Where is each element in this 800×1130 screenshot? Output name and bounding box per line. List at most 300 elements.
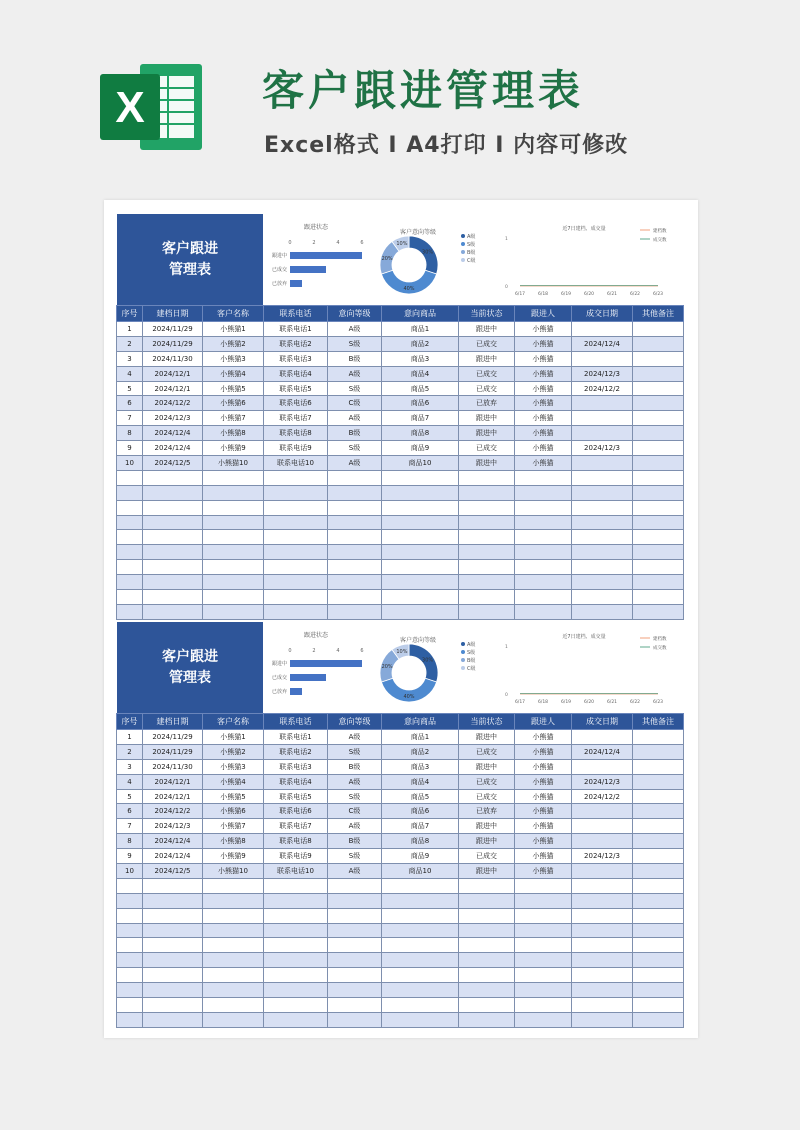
table-cell[interactable]: 小熊猫 bbox=[515, 849, 572, 864]
table-cell[interactable]: 2024/12/4 bbox=[572, 744, 633, 759]
table-cell[interactable]: B级 bbox=[328, 834, 382, 849]
table-cell[interactable] bbox=[459, 923, 515, 938]
table-cell[interactable] bbox=[633, 336, 684, 351]
table-cell[interactable] bbox=[264, 604, 328, 619]
table-cell[interactable] bbox=[328, 604, 382, 619]
table-cell[interactable]: S级 bbox=[328, 381, 382, 396]
table-cell[interactable]: 商品4 bbox=[382, 774, 459, 789]
table-cell[interactable] bbox=[633, 789, 684, 804]
table-cell[interactable] bbox=[382, 893, 459, 908]
table-cell[interactable] bbox=[382, 590, 459, 605]
table-cell[interactable] bbox=[633, 953, 684, 968]
table-cell[interactable]: 联系电话9 bbox=[264, 441, 328, 456]
column-header[interactable]: 客户名称 bbox=[203, 306, 264, 322]
table-cell[interactable]: 2 bbox=[117, 744, 143, 759]
table-cell[interactable]: 2024/12/3 bbox=[572, 774, 633, 789]
table-cell[interactable] bbox=[264, 998, 328, 1013]
table-cell[interactable] bbox=[572, 759, 633, 774]
table-cell[interactable]: 2024/12/2 bbox=[572, 789, 633, 804]
table-cell[interactable] bbox=[143, 1012, 203, 1027]
table-cell[interactable]: 1 bbox=[117, 730, 143, 745]
table-cell[interactable] bbox=[117, 923, 143, 938]
table-cell[interactable]: 跟进中 bbox=[459, 322, 515, 337]
table-cell[interactable] bbox=[572, 470, 633, 485]
table-cell[interactable] bbox=[117, 590, 143, 605]
table-cell[interactable] bbox=[633, 411, 684, 426]
table-cell[interactable]: 2024/11/29 bbox=[143, 744, 203, 759]
table-cell[interactable]: 2024/11/29 bbox=[143, 730, 203, 745]
table-cell[interactable] bbox=[633, 968, 684, 983]
table-cell[interactable] bbox=[382, 485, 459, 500]
table-cell[interactable] bbox=[264, 953, 328, 968]
table-cell[interactable] bbox=[328, 938, 382, 953]
table-cell[interactable]: A级 bbox=[328, 774, 382, 789]
table-cell[interactable]: 小熊猫 bbox=[515, 411, 572, 426]
table-cell[interactable] bbox=[633, 864, 684, 879]
table-cell[interactable] bbox=[633, 983, 684, 998]
table-cell[interactable] bbox=[203, 545, 264, 560]
column-header[interactable]: 当前状态 bbox=[459, 714, 515, 730]
table-cell[interactable] bbox=[143, 998, 203, 1013]
table-cell[interactable] bbox=[633, 575, 684, 590]
table-cell[interactable] bbox=[633, 819, 684, 834]
table-cell[interactable] bbox=[633, 604, 684, 619]
column-header[interactable]: 当前状态 bbox=[459, 306, 515, 322]
table-cell[interactable]: 跟进中 bbox=[459, 456, 515, 471]
table-cell[interactable]: S级 bbox=[328, 849, 382, 864]
table-cell[interactable] bbox=[459, 560, 515, 575]
table-cell[interactable] bbox=[459, 983, 515, 998]
table-cell[interactable] bbox=[264, 893, 328, 908]
table-cell[interactable]: 2024/12/1 bbox=[143, 381, 203, 396]
table-cell[interactable]: 小熊猫 bbox=[515, 774, 572, 789]
table-cell[interactable] bbox=[328, 908, 382, 923]
table-cell[interactable]: 2024/12/5 bbox=[143, 864, 203, 879]
table-cell[interactable]: 小熊猫8 bbox=[203, 834, 264, 849]
table-cell[interactable]: 联系电话5 bbox=[264, 789, 328, 804]
table-cell[interactable]: 小熊猫 bbox=[515, 759, 572, 774]
table-cell[interactable] bbox=[328, 485, 382, 500]
table-cell[interactable] bbox=[572, 1012, 633, 1027]
table-cell[interactable]: 商品6 bbox=[382, 396, 459, 411]
table-cell[interactable] bbox=[633, 426, 684, 441]
table-cell[interactable] bbox=[459, 500, 515, 515]
table-cell[interactable]: 小熊猫7 bbox=[203, 819, 264, 834]
table-cell[interactable]: 小熊猫 bbox=[515, 819, 572, 834]
table-cell[interactable] bbox=[117, 470, 143, 485]
table-cell[interactable] bbox=[572, 893, 633, 908]
table-cell[interactable] bbox=[382, 515, 459, 530]
table-cell[interactable]: 商品10 bbox=[382, 456, 459, 471]
table-cell[interactable] bbox=[515, 878, 572, 893]
table-cell[interactable] bbox=[572, 998, 633, 1013]
table-cell[interactable] bbox=[328, 1012, 382, 1027]
table-cell[interactable] bbox=[203, 1012, 264, 1027]
table-cell[interactable]: A级 bbox=[328, 864, 382, 879]
table-cell[interactable] bbox=[459, 485, 515, 500]
table-cell[interactable] bbox=[143, 878, 203, 893]
table-cell[interactable]: 联系电话7 bbox=[264, 411, 328, 426]
table-cell[interactable] bbox=[203, 560, 264, 575]
table-cell[interactable]: 2024/12/3 bbox=[143, 819, 203, 834]
table-cell[interactable]: 小熊猫10 bbox=[203, 864, 264, 879]
table-cell[interactable] bbox=[264, 560, 328, 575]
table-cell[interactable]: 联系电话10 bbox=[264, 456, 328, 471]
table-cell[interactable]: 已放弃 bbox=[459, 804, 515, 819]
table-cell[interactable] bbox=[117, 1012, 143, 1027]
table-cell[interactable] bbox=[382, 998, 459, 1013]
table-cell[interactable]: 联系电话4 bbox=[264, 366, 328, 381]
table-cell[interactable] bbox=[203, 485, 264, 500]
table-cell[interactable]: 2024/12/4 bbox=[143, 849, 203, 864]
column-header[interactable]: 其他备注 bbox=[633, 306, 684, 322]
column-header[interactable]: 意向商品 bbox=[382, 714, 459, 730]
table-cell[interactable]: 小熊猫9 bbox=[203, 849, 264, 864]
table-cell[interactable] bbox=[459, 1012, 515, 1027]
table-cell[interactable] bbox=[328, 575, 382, 590]
table-cell[interactable] bbox=[117, 893, 143, 908]
table-cell[interactable] bbox=[515, 923, 572, 938]
table-cell[interactable]: 2024/12/1 bbox=[143, 366, 203, 381]
table-cell[interactable]: 9 bbox=[117, 849, 143, 864]
table-cell[interactable]: 小熊猫 bbox=[515, 441, 572, 456]
table-cell[interactable] bbox=[203, 983, 264, 998]
table-cell[interactable]: 4 bbox=[117, 366, 143, 381]
table-cell[interactable]: 6 bbox=[117, 396, 143, 411]
table-cell[interactable] bbox=[572, 456, 633, 471]
table-cell[interactable]: 小熊猫 bbox=[515, 322, 572, 337]
table-cell[interactable]: 商品7 bbox=[382, 411, 459, 426]
table-cell[interactable] bbox=[117, 515, 143, 530]
table-cell[interactable] bbox=[382, 878, 459, 893]
table-cell[interactable]: A级 bbox=[328, 730, 382, 745]
table-cell[interactable] bbox=[572, 819, 633, 834]
table-cell[interactable]: 小熊猫3 bbox=[203, 759, 264, 774]
table-cell[interactable] bbox=[633, 500, 684, 515]
table-cell[interactable]: 2024/12/3 bbox=[572, 849, 633, 864]
table-cell[interactable] bbox=[203, 878, 264, 893]
table-cell[interactable] bbox=[143, 983, 203, 998]
table-cell[interactable] bbox=[117, 953, 143, 968]
table-cell[interactable]: 7 bbox=[117, 411, 143, 426]
table-cell[interactable] bbox=[459, 530, 515, 545]
table-cell[interactable] bbox=[515, 515, 572, 530]
table-cell[interactable] bbox=[264, 575, 328, 590]
table-cell[interactable] bbox=[117, 485, 143, 500]
column-header[interactable]: 跟进人 bbox=[515, 714, 572, 730]
table-cell[interactable]: 已成交 bbox=[459, 366, 515, 381]
table-cell[interactable] bbox=[515, 575, 572, 590]
table-cell[interactable] bbox=[143, 485, 203, 500]
table-cell[interactable] bbox=[633, 456, 684, 471]
table-cell[interactable] bbox=[459, 470, 515, 485]
table-cell[interactable] bbox=[572, 396, 633, 411]
table-cell[interactable]: 2024/12/5 bbox=[143, 456, 203, 471]
table-cell[interactable]: 联系电话4 bbox=[264, 774, 328, 789]
table-cell[interactable]: 联系电话2 bbox=[264, 336, 328, 351]
table-cell[interactable] bbox=[203, 998, 264, 1013]
table-cell[interactable] bbox=[515, 560, 572, 575]
table-cell[interactable]: 9 bbox=[117, 441, 143, 456]
table-cell[interactable]: 联系电话3 bbox=[264, 759, 328, 774]
table-cell[interactable]: 商品7 bbox=[382, 819, 459, 834]
table-cell[interactable] bbox=[633, 351, 684, 366]
table-cell[interactable] bbox=[203, 500, 264, 515]
table-cell[interactable]: 已放弃 bbox=[459, 396, 515, 411]
table-cell[interactable]: 小熊猫 bbox=[515, 396, 572, 411]
table-cell[interactable]: B级 bbox=[328, 759, 382, 774]
table-cell[interactable] bbox=[515, 470, 572, 485]
table-cell[interactable] bbox=[572, 530, 633, 545]
table-cell[interactable]: A级 bbox=[328, 411, 382, 426]
table-cell[interactable]: 8 bbox=[117, 426, 143, 441]
table-cell[interactable] bbox=[117, 938, 143, 953]
table-cell[interactable]: 商品9 bbox=[382, 441, 459, 456]
column-header[interactable]: 建档日期 bbox=[143, 306, 203, 322]
table-cell[interactable] bbox=[572, 804, 633, 819]
table-cell[interactable] bbox=[143, 604, 203, 619]
table-cell[interactable] bbox=[143, 515, 203, 530]
table-cell[interactable] bbox=[572, 575, 633, 590]
table-cell[interactable] bbox=[143, 893, 203, 908]
table-cell[interactable]: S级 bbox=[328, 441, 382, 456]
table-cell[interactable]: 10 bbox=[117, 864, 143, 879]
table-cell[interactable] bbox=[572, 545, 633, 560]
table-cell[interactable] bbox=[264, 590, 328, 605]
table-cell[interactable]: 商品5 bbox=[382, 789, 459, 804]
table-cell[interactable] bbox=[143, 470, 203, 485]
table-cell[interactable] bbox=[572, 834, 633, 849]
table-cell[interactable] bbox=[328, 893, 382, 908]
table-cell[interactable] bbox=[633, 834, 684, 849]
table-cell[interactable] bbox=[328, 470, 382, 485]
table-cell[interactable]: 2024/12/1 bbox=[143, 789, 203, 804]
table-cell[interactable]: 商品1 bbox=[382, 730, 459, 745]
table-cell[interactable] bbox=[633, 545, 684, 560]
table-cell[interactable]: C级 bbox=[328, 804, 382, 819]
table-cell[interactable] bbox=[633, 849, 684, 864]
table-cell[interactable] bbox=[382, 983, 459, 998]
table-cell[interactable]: 小熊猫 bbox=[515, 336, 572, 351]
table-cell[interactable]: 商品8 bbox=[382, 834, 459, 849]
table-cell[interactable] bbox=[382, 938, 459, 953]
table-cell[interactable] bbox=[203, 604, 264, 619]
table-cell[interactable]: A级 bbox=[328, 322, 382, 337]
table-cell[interactable] bbox=[515, 893, 572, 908]
table-cell[interactable]: 2024/12/4 bbox=[143, 426, 203, 441]
table-cell[interactable]: 3 bbox=[117, 759, 143, 774]
table-cell[interactable] bbox=[572, 560, 633, 575]
column-header[interactable]: 意向等级 bbox=[328, 714, 382, 730]
table-cell[interactable] bbox=[515, 908, 572, 923]
table-cell[interactable]: 商品2 bbox=[382, 336, 459, 351]
table-cell[interactable]: 联系电话1 bbox=[264, 730, 328, 745]
table-cell[interactable]: 2024/12/1 bbox=[143, 774, 203, 789]
table-cell[interactable]: 2024/12/2 bbox=[572, 381, 633, 396]
table-cell[interactable] bbox=[459, 908, 515, 923]
table-cell[interactable] bbox=[572, 500, 633, 515]
table-cell[interactable]: 跟进中 bbox=[459, 411, 515, 426]
table-cell[interactable]: 联系电话8 bbox=[264, 426, 328, 441]
table-cell[interactable] bbox=[328, 983, 382, 998]
table-cell[interactable]: 5 bbox=[117, 381, 143, 396]
table-cell[interactable] bbox=[143, 938, 203, 953]
table-cell[interactable] bbox=[515, 968, 572, 983]
table-cell[interactable]: 已成交 bbox=[459, 774, 515, 789]
table-cell[interactable] bbox=[143, 530, 203, 545]
table-cell[interactable] bbox=[264, 530, 328, 545]
table-cell[interactable]: 已成交 bbox=[459, 789, 515, 804]
table-cell[interactable] bbox=[633, 381, 684, 396]
table-cell[interactable] bbox=[572, 590, 633, 605]
table-cell[interactable]: 6 bbox=[117, 804, 143, 819]
table-cell[interactable]: 小熊猫4 bbox=[203, 774, 264, 789]
table-cell[interactable] bbox=[572, 953, 633, 968]
table-cell[interactable] bbox=[382, 953, 459, 968]
table-cell[interactable] bbox=[572, 426, 633, 441]
table-cell[interactable]: 已成交 bbox=[459, 441, 515, 456]
column-header[interactable]: 建档日期 bbox=[143, 714, 203, 730]
column-header[interactable]: 成交日期 bbox=[572, 714, 633, 730]
table-cell[interactable]: 小熊猫9 bbox=[203, 441, 264, 456]
table-cell[interactable]: 小熊猫 bbox=[515, 744, 572, 759]
table-cell[interactable] bbox=[143, 923, 203, 938]
table-cell[interactable]: 2024/12/2 bbox=[143, 804, 203, 819]
table-cell[interactable]: 联系电话6 bbox=[264, 804, 328, 819]
table-cell[interactable]: 2024/11/29 bbox=[143, 322, 203, 337]
table-cell[interactable] bbox=[459, 575, 515, 590]
column-header[interactable]: 成交日期 bbox=[572, 306, 633, 322]
table-cell[interactable]: 联系电话8 bbox=[264, 834, 328, 849]
table-cell[interactable]: 2024/12/2 bbox=[143, 396, 203, 411]
table-cell[interactable] bbox=[633, 998, 684, 1013]
table-cell[interactable]: 联系电话2 bbox=[264, 744, 328, 759]
table-cell[interactable]: 已成交 bbox=[459, 336, 515, 351]
table-cell[interactable] bbox=[382, 575, 459, 590]
table-cell[interactable]: 7 bbox=[117, 819, 143, 834]
table-cell[interactable]: 小熊猫 bbox=[515, 381, 572, 396]
table-cell[interactable]: 联系电话3 bbox=[264, 351, 328, 366]
table-cell[interactable] bbox=[633, 470, 684, 485]
table-cell[interactable] bbox=[328, 923, 382, 938]
table-cell[interactable] bbox=[633, 322, 684, 337]
table-cell[interactable] bbox=[328, 560, 382, 575]
table-cell[interactable] bbox=[572, 968, 633, 983]
table-cell[interactable]: 已成交 bbox=[459, 381, 515, 396]
table-cell[interactable]: A级 bbox=[328, 456, 382, 471]
table-cell[interactable] bbox=[459, 953, 515, 968]
table-cell[interactable]: 跟进中 bbox=[459, 351, 515, 366]
table-cell[interactable] bbox=[382, 500, 459, 515]
table-cell[interactable]: 商品5 bbox=[382, 381, 459, 396]
table-cell[interactable] bbox=[117, 998, 143, 1013]
table-cell[interactable] bbox=[264, 968, 328, 983]
table-cell[interactable]: 2024/11/30 bbox=[143, 351, 203, 366]
table-cell[interactable]: 小熊猫 bbox=[515, 864, 572, 879]
table-cell[interactable] bbox=[264, 878, 328, 893]
table-cell[interactable] bbox=[143, 590, 203, 605]
table-cell[interactable]: S级 bbox=[328, 336, 382, 351]
column-header[interactable]: 联系电话 bbox=[264, 306, 328, 322]
table-cell[interactable] bbox=[117, 500, 143, 515]
table-cell[interactable] bbox=[633, 396, 684, 411]
table-cell[interactable]: 跟进中 bbox=[459, 730, 515, 745]
table-cell[interactable]: A级 bbox=[328, 366, 382, 381]
table-cell[interactable]: 小熊猫5 bbox=[203, 381, 264, 396]
table-cell[interactable] bbox=[572, 515, 633, 530]
table-cell[interactable]: 小熊猫10 bbox=[203, 456, 264, 471]
table-cell[interactable] bbox=[515, 938, 572, 953]
table-cell[interactable] bbox=[117, 530, 143, 545]
table-cell[interactable]: 小熊猫6 bbox=[203, 396, 264, 411]
table-cell[interactable] bbox=[515, 530, 572, 545]
table-cell[interactable]: 小熊猫 bbox=[515, 730, 572, 745]
table-cell[interactable] bbox=[203, 590, 264, 605]
table-cell[interactable]: 小熊猫6 bbox=[203, 804, 264, 819]
table-cell[interactable] bbox=[264, 1012, 328, 1027]
table-cell[interactable]: 跟进中 bbox=[459, 864, 515, 879]
table-cell[interactable] bbox=[264, 983, 328, 998]
table-cell[interactable] bbox=[572, 411, 633, 426]
table-cell[interactable] bbox=[382, 908, 459, 923]
table-cell[interactable] bbox=[459, 893, 515, 908]
table-cell[interactable] bbox=[459, 604, 515, 619]
table-cell[interactable] bbox=[572, 604, 633, 619]
table-cell[interactable] bbox=[382, 1012, 459, 1027]
table-cell[interactable] bbox=[382, 545, 459, 560]
table-cell[interactable] bbox=[633, 908, 684, 923]
table-cell[interactable] bbox=[328, 878, 382, 893]
table-cell[interactable] bbox=[572, 322, 633, 337]
table-cell[interactable] bbox=[328, 545, 382, 560]
table-cell[interactable]: 已成交 bbox=[459, 849, 515, 864]
table-cell[interactable]: B级 bbox=[328, 426, 382, 441]
table-cell[interactable] bbox=[143, 560, 203, 575]
table-cell[interactable] bbox=[203, 923, 264, 938]
table-cell[interactable] bbox=[264, 938, 328, 953]
table-cell[interactable] bbox=[515, 485, 572, 500]
table-cell[interactable]: 2024/12/3 bbox=[572, 441, 633, 456]
table-cell[interactable]: 商品2 bbox=[382, 744, 459, 759]
table-cell[interactable]: 跟进中 bbox=[459, 426, 515, 441]
table-cell[interactable] bbox=[459, 515, 515, 530]
table-cell[interactable] bbox=[382, 560, 459, 575]
table-cell[interactable]: 跟进中 bbox=[459, 759, 515, 774]
table-cell[interactable]: 商品10 bbox=[382, 864, 459, 879]
table-cell[interactable] bbox=[264, 500, 328, 515]
table-cell[interactable] bbox=[572, 351, 633, 366]
table-cell[interactable] bbox=[328, 968, 382, 983]
table-cell[interactable] bbox=[633, 560, 684, 575]
table-cell[interactable] bbox=[572, 878, 633, 893]
table-cell[interactable] bbox=[382, 923, 459, 938]
table-cell[interactable] bbox=[264, 515, 328, 530]
table-cell[interactable]: 联系电话6 bbox=[264, 396, 328, 411]
table-cell[interactable]: 小熊猫 bbox=[515, 834, 572, 849]
table-cell[interactable] bbox=[264, 908, 328, 923]
table-cell[interactable] bbox=[328, 500, 382, 515]
table-cell[interactable]: 小熊猫1 bbox=[203, 322, 264, 337]
table-cell[interactable]: 4 bbox=[117, 774, 143, 789]
table-cell[interactable] bbox=[459, 998, 515, 1013]
table-cell[interactable] bbox=[117, 575, 143, 590]
table-cell[interactable] bbox=[515, 545, 572, 560]
table-cell[interactable]: 小熊猫 bbox=[515, 426, 572, 441]
table-cell[interactable] bbox=[572, 730, 633, 745]
table-cell[interactable]: 已成交 bbox=[459, 744, 515, 759]
table-cell[interactable] bbox=[459, 968, 515, 983]
table-cell[interactable] bbox=[203, 530, 264, 545]
